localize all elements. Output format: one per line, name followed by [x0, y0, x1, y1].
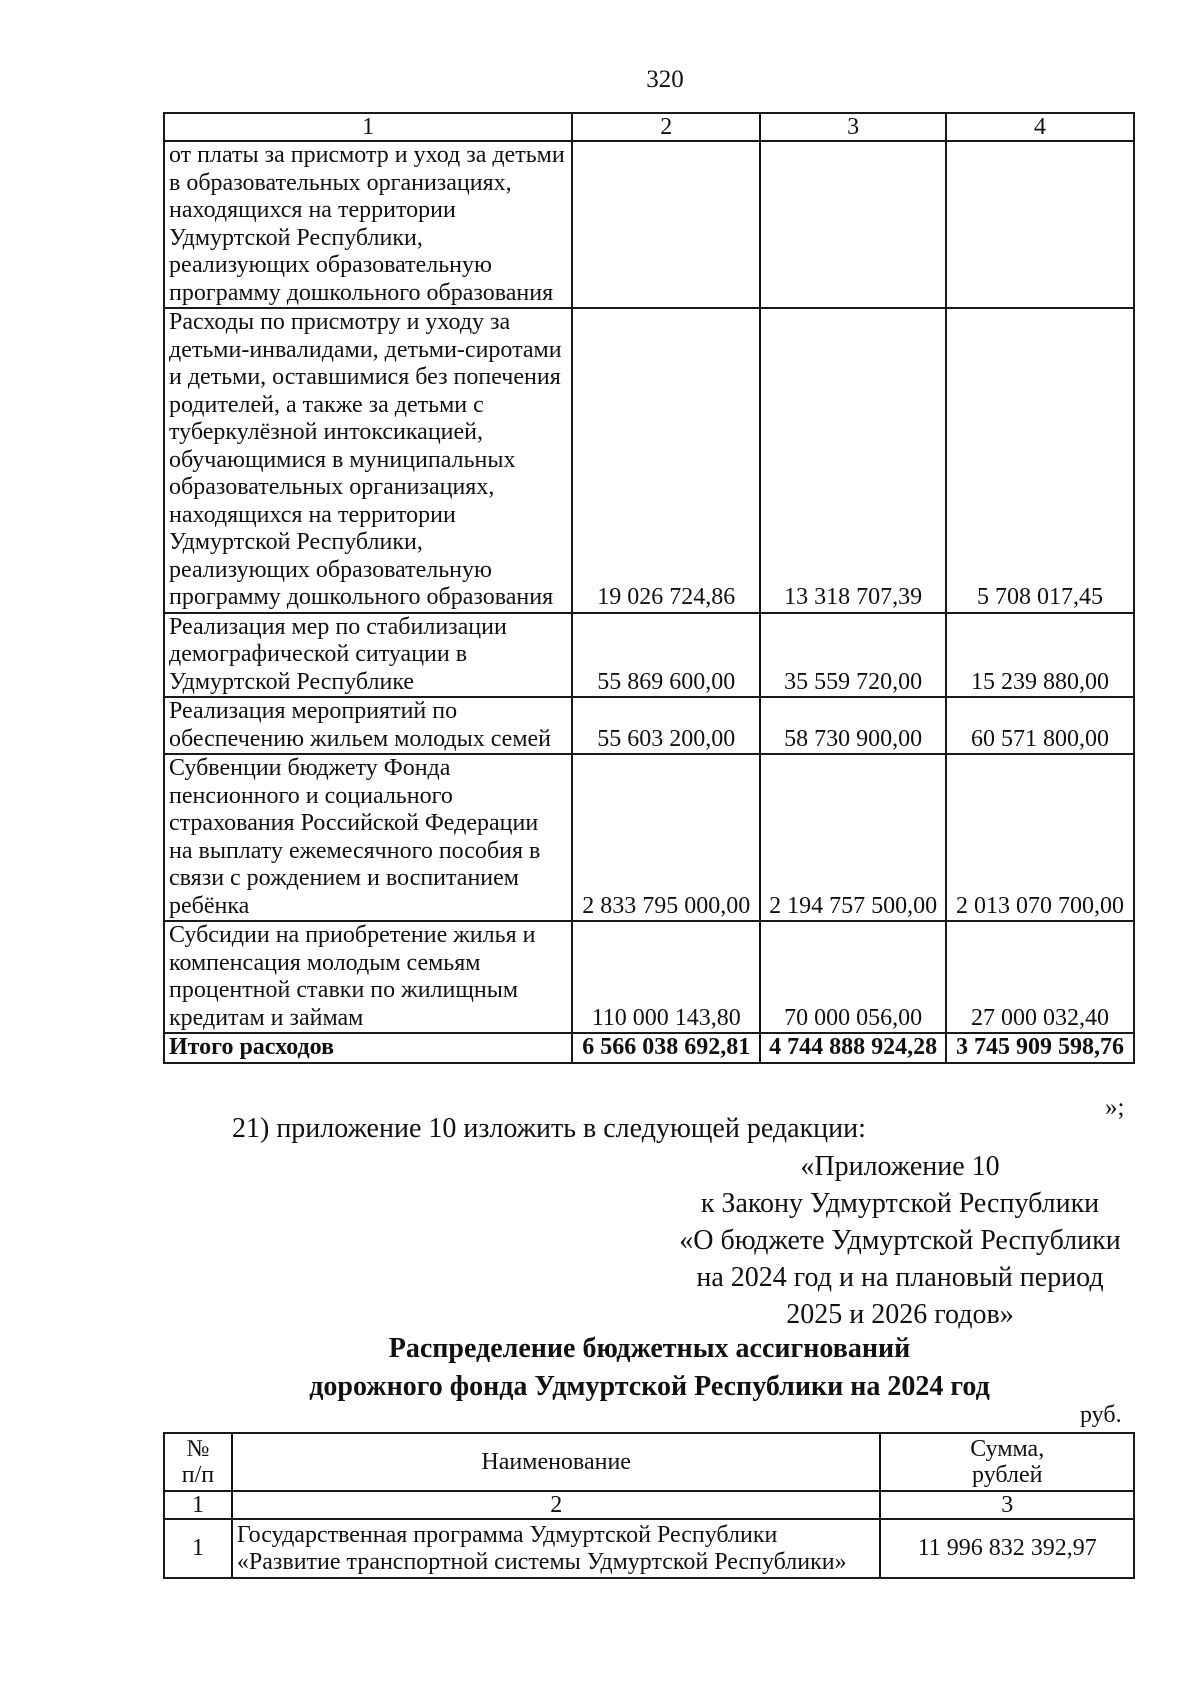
row-number: 1 — [164, 1519, 232, 1578]
page-number: 320 — [646, 66, 684, 93]
column-number-cell: 3 — [880, 1491, 1134, 1519]
table-header-row — [164, 113, 1134, 141]
column-number-cell: 1 — [164, 113, 572, 141]
value-cell-2025 — [760, 141, 946, 308]
road-fund-table — [163, 1432, 1135, 1579]
value-cell-2026: 15 239 880,00 — [946, 613, 1134, 698]
row-label: Субсидии на приобретение жилья и компенсация молодым семьям процентной ставки по жилищным кредитам и займам — [164, 921, 572, 1033]
program-name-line1: Государственная программа Удмуртской Республики — [236, 1521, 778, 1548]
column-number-cell: 2 — [572, 113, 760, 141]
value-cell-2024: 110 000 143,80 — [572, 921, 760, 1033]
column-number-cell: 4 — [946, 113, 1134, 141]
table-row — [164, 1519, 1134, 1578]
column-number-cell: 3 — [760, 113, 946, 141]
value-cell-2025: 70 000 056,00 — [760, 921, 946, 1033]
section-title — [163, 1330, 1136, 1406]
title-line: дорожного фонда Удмуртской Республики на 2024 год — [309, 1371, 990, 1402]
row-label: Реализация мероприятий по обеспечению жильем молодых семей — [164, 697, 572, 754]
row-label: от платы за присмотр и уход за детьми в образовательных организациях, находящихся на территории Удмуртской Республики, реализующих образовательную программу дошкольного образования — [164, 141, 572, 308]
value-cell-2024: 2 833 795 000,00 — [572, 754, 760, 921]
appendix-line: на 2024 год и на плановый период — [696, 1262, 1104, 1293]
value-cell-2024: 55 603 200,00 — [572, 697, 760, 754]
appendix-line: «Приложение 10 — [800, 1151, 1000, 1182]
program-amount: 11 996 832 392,97 — [880, 1519, 1134, 1578]
appendix-line: «О бюджете Удмуртской Республики — [679, 1225, 1121, 1256]
value-cell-2026 — [946, 141, 1134, 308]
title-line: Распределение бюджетных ассигнований — [388, 1333, 911, 1364]
table-row — [164, 613, 1134, 698]
table-row — [164, 141, 1134, 308]
appendix-heading — [660, 1148, 1140, 1333]
total-value-2026: 3 745 909 598,76 — [946, 1033, 1134, 1063]
row-label: Субвенции бюджету Фонда пенсионного и социального страхования Российской Федерации на выплату ежемесячного пособия в связи с рождением и воспитанием ребёнка — [164, 754, 572, 921]
closing-quote-mark: »; — [1105, 1094, 1125, 1121]
value-cell-2024: 19 026 724,86 — [572, 308, 760, 613]
column-number-cell: 2 — [232, 1491, 881, 1519]
currency-unit: руб. — [1080, 1402, 1122, 1428]
appendix-line: к Закону Удмуртской Республики — [700, 1188, 1100, 1219]
value-cell-2024: 55 869 600,00 — [572, 613, 760, 698]
header-sum-line1: Сумма, — [970, 1436, 1045, 1462]
table-row — [164, 921, 1134, 1033]
table-header-row — [164, 1433, 1134, 1491]
table-row — [164, 308, 1134, 613]
table-row — [164, 754, 1134, 921]
total-label: Итого расходов — [164, 1033, 572, 1063]
value-cell-2025: 2 194 757 500,00 — [760, 754, 946, 921]
value-cell-2026: 5 708 017,45 — [946, 308, 1134, 613]
value-cell-2026: 60 571 800,00 — [946, 697, 1134, 754]
value-cell-2026: 2 013 070 700,00 — [946, 754, 1134, 921]
program-name — [232, 1519, 881, 1578]
amendment-paragraph: 21) приложение 10 изложить в следующей редакции: — [232, 1113, 866, 1144]
program-name-line2: «Развитие транспортной системы Удмуртской Республики» — [236, 1548, 847, 1575]
header-sum-line2: рублей — [972, 1462, 1043, 1488]
column-number-cell: 1 — [164, 1491, 232, 1519]
total-row — [164, 1033, 1134, 1063]
header-number-line2: п/п — [181, 1462, 215, 1488]
value-cell-2026: 27 000 032,40 — [946, 921, 1134, 1033]
column-numbers-row — [164, 1491, 1134, 1519]
value-cell-2025: 13 318 707,39 — [760, 308, 946, 613]
value-cell-2025: 35 559 720,00 — [760, 613, 946, 698]
expenses-table — [163, 112, 1135, 1064]
total-value-2025: 4 744 888 924,28 — [760, 1033, 946, 1063]
header-name: Наименование — [232, 1433, 881, 1491]
value-cell-2025: 58 730 900,00 — [760, 697, 946, 754]
header-number — [164, 1433, 232, 1491]
row-label: Реализация мер по стабилизации демографической ситуации в Удмуртской Республике — [164, 613, 572, 698]
value-cell-2024 — [572, 141, 760, 308]
appendix-line: 2025 и 2026 годов» — [786, 1299, 1014, 1330]
total-value-2024: 6 566 038 692,81 — [572, 1033, 760, 1063]
header-sum — [880, 1433, 1134, 1491]
row-label: Расходы по присмотру и уходу за детьми-инвалидами, детьми-сиротами и детьми, оставшимися без попечения родителей, а также за детьми с туберкулёзной интоксикацией, обучающимися в муниципальных образовательных организациях, находящихся на территории Удмуртской Республики, реализующих образовательную программу дошкольного образования — [164, 308, 572, 613]
header-number-line1: № — [186, 1436, 210, 1462]
table-row — [164, 697, 1134, 754]
